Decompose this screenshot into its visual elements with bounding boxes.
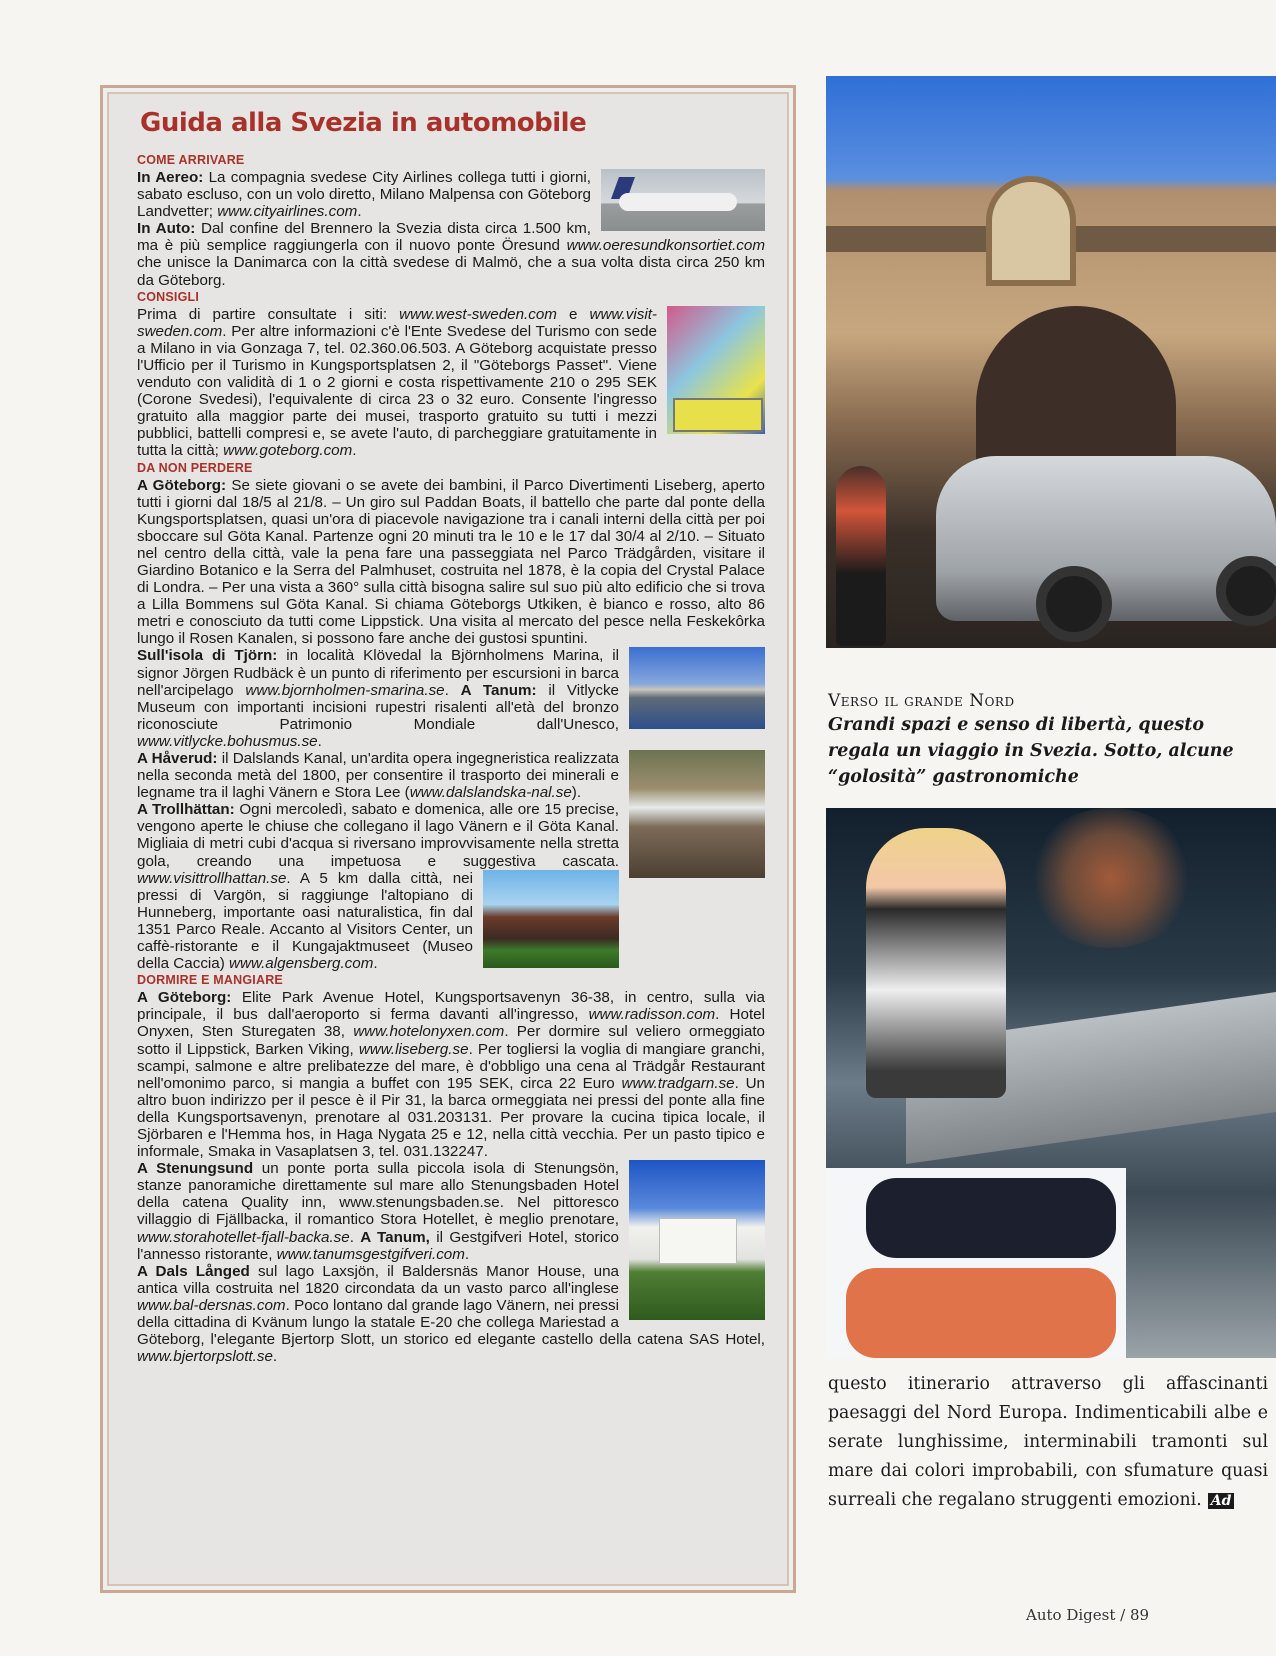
end-mark-logo: Ad bbox=[1208, 1493, 1235, 1509]
caption-body: Grandi spazi e senso di libertà, questo regala un viaggio in Svezia. Sotto, alcune “golosità” gastronomiche bbox=[828, 715, 1234, 787]
section-heading-arrivare: COME ARRIVARE bbox=[137, 153, 245, 167]
waterfall-photo bbox=[629, 750, 765, 878]
paragraph-aereo: In Aereo: La compagnia svedese City Airlines collega tutti i giorni, sabato escluso, con un volo diretto, Milano Malpensa con Göteborg Landvetter; www.cityairlines.com. bbox=[137, 169, 591, 221]
section-heading-da-non-perdere: DA NON PERDERE bbox=[137, 460, 253, 475]
paragraph-goteborg: A Göteborg: Se siete giovani o se avete dei bambini, il Parco Divertimenti Liseberg, aperto tutti i giorni dal 18/5 al 21/8. – Un giro sul Paddan Boats, il battello che parte dal ponte della Kungsportsplatsen, quasi un'ora di piacevole navigazione tra i canali interni della città per poi sboccare sul Göta Kanal. Partenze ogni 20 minuti tra le 10 e le 17 dal 30/4 al 2/10. – Situato nel centro della città, vale la pena fare una passeggiata nel Parco Trädgården, visitare il Giardino Botanico e la Serra del Palmhuset, costruita nel 1878, è la copia del Crystal Palace di Londra. – Per una vista a 360° sulla città bisogna salire sul suo più alto edificio che si trova a Lilla Bommens sul Göta Kanal. Si chiama Göteborgs Utkiken, è bianco e rosso, alto 86 metri e conosciuto da tutti come Lippstick. Una visita al mercato del pesce nella Feskekôrka lungo il Rosen Kanalen, si possono fare anche dei gustosi spuntini. bbox=[137, 476, 765, 648]
caption-heading: Verso il grande Nord bbox=[828, 691, 1015, 711]
manor-photo bbox=[629, 1160, 765, 1320]
airplane-photo bbox=[601, 169, 765, 231]
paragraph-haverud: A Håverud: il Dalslands Kanal, un'ardita opera ingegneristica realizzata nella seconda metà del 1800, per consentire il trasporto dei minerali e legname tra il laghi Vänern e Stora Lee (www.dalslandska-nal.se). bbox=[137, 750, 619, 802]
paragraph-stenungsund: A Stenungsund un ponte porta sulla piccola isola di Stenungsön, stanze panoramiche direttamente sul mare allo Stenungsbaden Hotel della catena Quality inn, www.stenungsbaden.se. Nel pittoresco villaggio di Fjällbacka, il romantico Stora Hotellet, è meglio prenotare, www.storahotellet-fjall-backa.se. A Tanum, il Gestgifveri Hotel, storico l'annesso ristorante, www.tanumsgestgifveri.com. bbox=[137, 1160, 619, 1263]
brochure-photo bbox=[667, 306, 765, 434]
car-building-photo bbox=[826, 76, 1276, 648]
magazine-name: Auto Digest bbox=[1026, 1606, 1116, 1624]
paragraph-auto: In Auto: Dal confine del Brennero la Svezia dista circa 1.500 km, ma è più semplice raggiungerla con il nuovo ponte Öresund www.oeresundkonsortiet.com che unisce la Danimarca con la città svedese di Malmö, che a sua volta dista circa 250 km da Göteborg. bbox=[137, 220, 765, 289]
guide-title: Guida alla Svezia in automobile bbox=[140, 108, 587, 138]
travel-guide-box bbox=[100, 85, 796, 1593]
section-heading-consigli: CONSIGLI bbox=[137, 289, 200, 304]
guide-text bbox=[137, 152, 765, 1365]
wooden-house-photo bbox=[483, 870, 619, 968]
article-body: questo itinerario attraverso gli affascinanti paesaggi del Nord Europa. Indimenticabili albe e serate lunghissime, interminabili tramonti sul mare dai colori improbabili, con sfumature quasi surreali che regalano struggenti emozioni. Ad bbox=[828, 1374, 1268, 1510]
harbor-photo bbox=[629, 647, 765, 729]
paragraph-dals-langed: A Dals Långed sul lago Laxsjön, il Baldersnäs Manor House, una antica villa costruita nel 1820 circondata da un vasto parco all'inglese www.bal-dersnas.com. Poco lontano dal grande lago Vänern, nei pressi della cittadina di Kvänum lungo la statale E-20 che collega Mariestad a Göteborg, l'elegante Bjertorp Slott, un storico ed elegante castello della catena SAS Hotel, www.bjertorpslott.se. bbox=[137, 1262, 765, 1366]
link-cityairlines: www.cityairlines.com bbox=[217, 203, 358, 221]
paragraph-dormire: A Göteborg: Elite Park Avenue Hotel, Kungsportsavenyn 36-38, in centro, sulla via principale, il bus dall'aeroporto si ferma davanti all'ingresso, www.radisson.com. Hotel Onyxen, Sten Sturegaten 38, www.hotelonyxen.com. Per dormire sul veliero ormeggiato sotto il Lippstick, Barken Viking, www.liseberg.se. Per togliersi la voglia di mangiare granchi, scampi, salmone e altre prelibatezze del mare, è d'obbligo una cena al Trädgår Restaurant nell'omonimo parco, si mangia a buffet con 195 SEK, circa 22 Euro www.tradgarn.se. Un altro buon indirizzo per il pesce è il Pir 31, la barca ormeggiata nei pressi del ponte alla fine della Kungsportsavenyn, prenotare al 031.203131. Per provare la cucina tipica locale, il Sjörbaren e l'Hemma hos, in Haga Nygata 25 e 12, nella città vecchia. Per un pasto tipico e informale, Smaka in Vasaplatsen 3, tel. 031.132247. bbox=[137, 989, 765, 1161]
paragraph-consigli: Prima di partire consultate i siti: www.west-sweden.com e www.visit-sweden.com. Per altre informazioni c'è l'Ente Svedese del Turismo con sede a Milano in via Gonzaga 7, tel. 02.360.06.503. A Göteborg acquistate presso l'Ufficio per il Turismo in Kungsportsplatsen 2, il "Göteborgs Passet". Viene venduto con validità di 1 o 2 giorni e costa rispettivamente 210 o 295 SEK (Corone Svedesi), l'equivalente di circa 23 o 32 euro. Consente l'ingresso gratuito alla maggior parte dei musei, trasporto gratuito su tutti i mezzi pubblici, battelli compresi e, se avete l'auto, di parcheggiare gratuitamente in tutta la città; www.goteborg.com. bbox=[137, 305, 657, 460]
page-footer: Auto Digest / 89 bbox=[1026, 1606, 1150, 1624]
page-number: 89 bbox=[1129, 1606, 1150, 1624]
paragraph-trollhattan: A Trollhättan: Ogni mercoledì, sabato e domenica, alle ore 15 precise, vengono aperte le chiuse che collegano il lago Vänern e il Göta Kanal. Migliaia di metri cubi d'acqua si riversano improvvisamente nella stretta gola, creando una impetuosa e suggestiva cascata. www.visittrollhattan.se . A 5 km dalla città, nei pressi di Vargön, si raggiunge l'altopiano di Hunneberg, importante oasi naturalistica, fin dal 1351 Parco Reale. Accanto al Visitors Center, un caffè-ristorante e il Kungajaktmuseet (Museo della Caccia) www.algensberg.com. bbox=[137, 801, 619, 973]
paragraph-tjorn: Sull'isola di Tjörn: in località Klövedal la Björnholmens Marina, il signor Jörgen Rudbäck è un punto di riferimento per escursioni in barca nell'arcipelago www.bjornholmen-smarina.se. A Tanum: il Vitlycke Museum con importanti incisioni rupestri risalenti all'età del bronzo riconosciute Patrimonio Mondiale dall'Unesco, www.vitlycke.bohusmus.se. bbox=[137, 647, 619, 750]
photo-caption bbox=[828, 690, 1268, 790]
section-heading-dormire: DORMIRE E MANGIARE bbox=[137, 973, 283, 988]
